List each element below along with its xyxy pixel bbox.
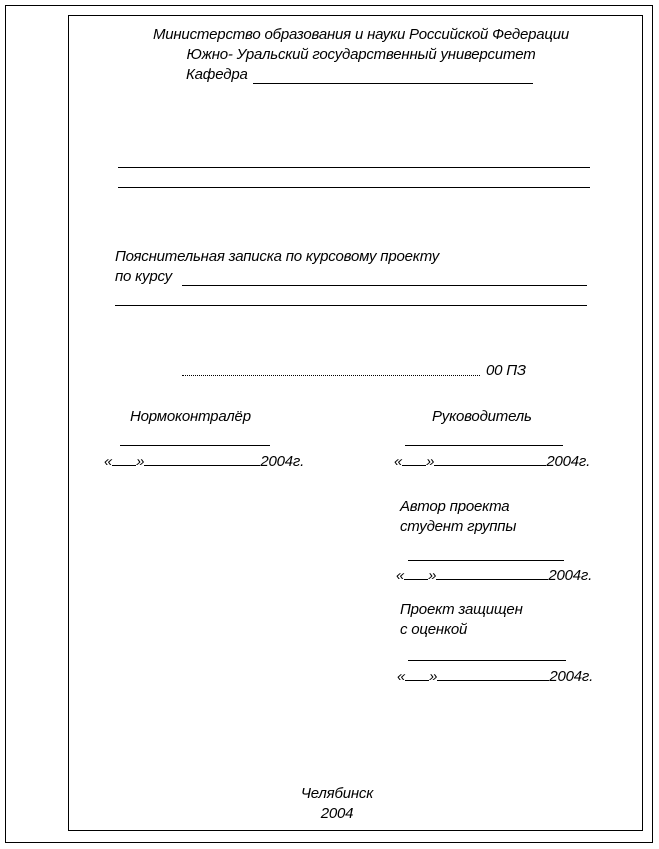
doc-code-suffix: 00 ПЗ xyxy=(486,362,526,379)
supervisor-sign-line xyxy=(405,445,563,446)
footer-year: 2004 xyxy=(320,805,354,822)
author-sign-line xyxy=(408,560,564,561)
normcontrol-date: « » 2004г. xyxy=(104,453,305,470)
university-line: Южно- Уральский государственный университет xyxy=(186,46,536,63)
author-group: студент группы xyxy=(400,518,517,535)
supervisor-title: Руководитель xyxy=(432,408,532,425)
author-title: Автор проекта xyxy=(400,498,510,515)
course-blank xyxy=(182,285,587,286)
title-blank-2 xyxy=(118,187,590,188)
footer-city: Челябинск xyxy=(300,785,374,802)
course-label: по курсу xyxy=(115,268,172,285)
defense-date: « » 2004г. xyxy=(397,668,594,685)
note-title: Пояснительная записка по курсовому проекту xyxy=(115,248,440,265)
supervisor-date: « » 2004г. xyxy=(394,453,591,470)
department-blank xyxy=(253,83,533,84)
defense-title: Проект защищен xyxy=(400,601,523,618)
course-blank-2 xyxy=(115,305,587,306)
normcontrol-sign-line xyxy=(120,445,270,446)
defense-sign-line xyxy=(408,660,566,661)
author-date: « » 2004г. xyxy=(396,567,593,584)
defense-grade: с оценкой xyxy=(400,621,468,638)
doc-code-dots xyxy=(182,375,480,376)
normcontrol-title: Нормоконтралёр xyxy=(130,408,251,425)
ministry-line: Министерство образования и науки Российской Федерации xyxy=(152,26,570,43)
department-label: Кафедра xyxy=(186,66,248,83)
title-blank-1 xyxy=(118,167,590,168)
